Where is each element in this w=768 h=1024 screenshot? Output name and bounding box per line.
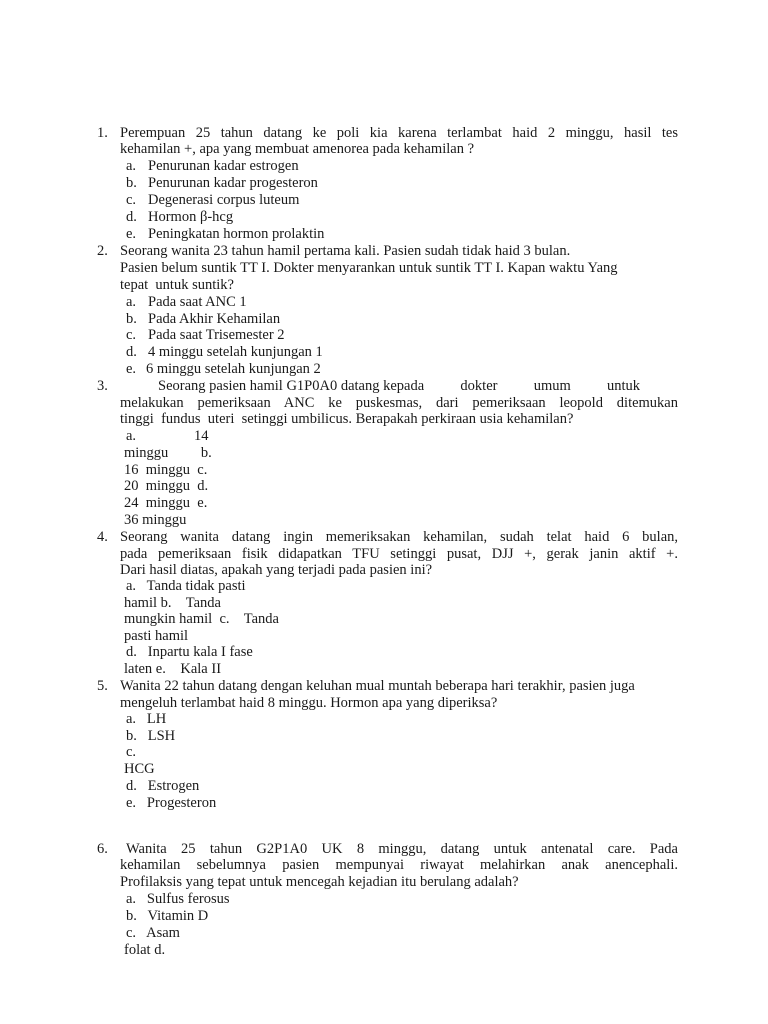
q2-option-text: Pada saat Trisemester 2 <box>148 327 285 343</box>
q1-option-letter: e. <box>126 226 137 242</box>
q3-option-line: 16 minggu c. <box>124 462 208 478</box>
q2-text-line3: tepat untuk suntik? <box>120 277 234 293</box>
q5-text-line2: mengeluh terlambat haid 8 minggu. Hormon apa yang diperiksa? <box>120 695 498 711</box>
q4-option-line: pasti hamil <box>124 628 189 644</box>
q1-number: 1. <box>97 125 108 141</box>
q6-option-line: folat d. <box>124 942 166 958</box>
q3-text-line3: tinggi fundus uteri setinggi umbilicus. Berapakah perkiraan usia kehamilan? <box>120 411 574 427</box>
q6-text-line3: Profilaksis yang tepat untuk mencegah kejadian itu berulang adalah? <box>120 874 519 890</box>
q6-text-line1: Wanita 25 tahun G2P1A0 UK 8 minggu, datang untuk antenatal care. Pada <box>126 841 678 857</box>
q1-option-text: Penurunan kadar progesteron <box>148 175 318 191</box>
q4-text-line3: Dari hasil diatas, apakah yang terjadi pada pasien ini? <box>120 562 433 578</box>
q3-number: 3. <box>97 378 108 394</box>
q4-option-line: hamil b. Tanda <box>124 595 221 611</box>
q6-option-line: c. Asam <box>126 925 180 941</box>
q3-option-line: minggu b. <box>124 445 212 461</box>
q2-option-letter: d. <box>126 344 137 360</box>
q3-text-line2: melakukan pemeriksaan ANC ke puskesmas, dari pemeriksaan leopold ditemukan <box>120 395 678 411</box>
q1-option-letter: c. <box>126 192 137 208</box>
q2-option-text: 6 minggu setelah kunjungan 2 <box>146 361 321 377</box>
q3-option-line: 20 minggu d. <box>124 478 209 494</box>
q2-option-letter: b. <box>126 311 137 327</box>
q5-option-line: a. LH <box>126 711 167 727</box>
q2-option-letter: a. <box>126 294 137 310</box>
q1-text-line1: Perempuan 25 tahun datang ke poli kia karena terlambat haid 2 minggu, hasil tes <box>120 125 678 141</box>
q3-text-line1: Seorang pasien hamil G1P0A0 datang kepada dokter umum untuk <box>158 378 641 394</box>
q4-option-line: mungkin hamil c. Tanda <box>124 611 279 627</box>
q5-option-line: b. LSH <box>126 728 176 744</box>
q5-number: 5. <box>97 678 108 694</box>
q1-option-text: Peningkatan hormon prolaktin <box>148 226 325 242</box>
q1-option-letter: a. <box>126 158 137 174</box>
q1-option-text: Degenerasi corpus luteum <box>148 192 300 208</box>
q5-option-line: c. <box>126 744 137 760</box>
q2-text-line2: Pasien belum suntik TT I. Dokter menyarankan untuk suntik TT I. Kapan waktu Yang <box>120 260 618 276</box>
q5-option-line: e. Progesteron <box>126 795 217 811</box>
q4-option-line: laten e. Kala II <box>124 661 222 677</box>
q6-text-line2: kehamilan sebelumnya pasien mempunyai riwayat melahirkan anak anencephali. <box>120 857 678 873</box>
q6-option-line: b. Vitamin D <box>126 908 209 924</box>
q1-option-text: Hormon β-hcg <box>148 209 234 225</box>
q4-number: 4. <box>97 529 108 545</box>
q1-text-line2: kehamilan +, apa yang membuat amenorea pada kehamilan ? <box>120 141 475 157</box>
q4-text-line1: Seorang wanita datang ingin memeriksakan kehamilan, sudah telat haid 6 bulan, <box>120 529 678 545</box>
q3-option-line: 24 minggu e. <box>124 495 208 511</box>
q5-text-line1: Wanita 22 tahun datang dengan keluhan mual muntah beberapa hari terakhir, pasien juga <box>120 678 635 694</box>
q2-option-letter: e. <box>126 361 137 377</box>
q2-text-line1: Seorang wanita 23 tahun hamil pertama kali. Pasien sudah tidak haid 3 bulan. <box>120 243 571 259</box>
q2-option-letter: c. <box>126 327 137 343</box>
q6-option-line: a. Sulfus ferosus <box>126 891 230 907</box>
q1-option-letter: b. <box>126 175 137 191</box>
q2-option-text: 4 minggu setelah kunjungan 1 <box>148 344 323 360</box>
q6-number: 6. <box>97 841 108 857</box>
q1-option-text: Penurunan kadar estrogen <box>148 158 299 174</box>
q1-option-letter: d. <box>126 209 137 225</box>
q2-option-text: Pada Akhir Kehamilan <box>148 311 281 327</box>
q5-option-line: HCG <box>124 761 155 777</box>
q3-option-line: 36 minggu <box>124 512 187 528</box>
q4-text-line2: pada pemeriksaan fisik didapatkan TFU setinggi pusat, DJJ +, gerak janin aktif +. <box>120 546 678 562</box>
q4-option-line: d. Inpartu kala I fase <box>126 644 253 660</box>
q3-option-line: a. 14 <box>126 428 209 444</box>
q2-number: 2. <box>97 243 108 259</box>
q4-option-line: a. Tanda tidak pasti <box>126 578 246 594</box>
q5-option-line: d. Estrogen <box>126 778 200 794</box>
q2-option-text: Pada saat ANC 1 <box>148 294 247 310</box>
